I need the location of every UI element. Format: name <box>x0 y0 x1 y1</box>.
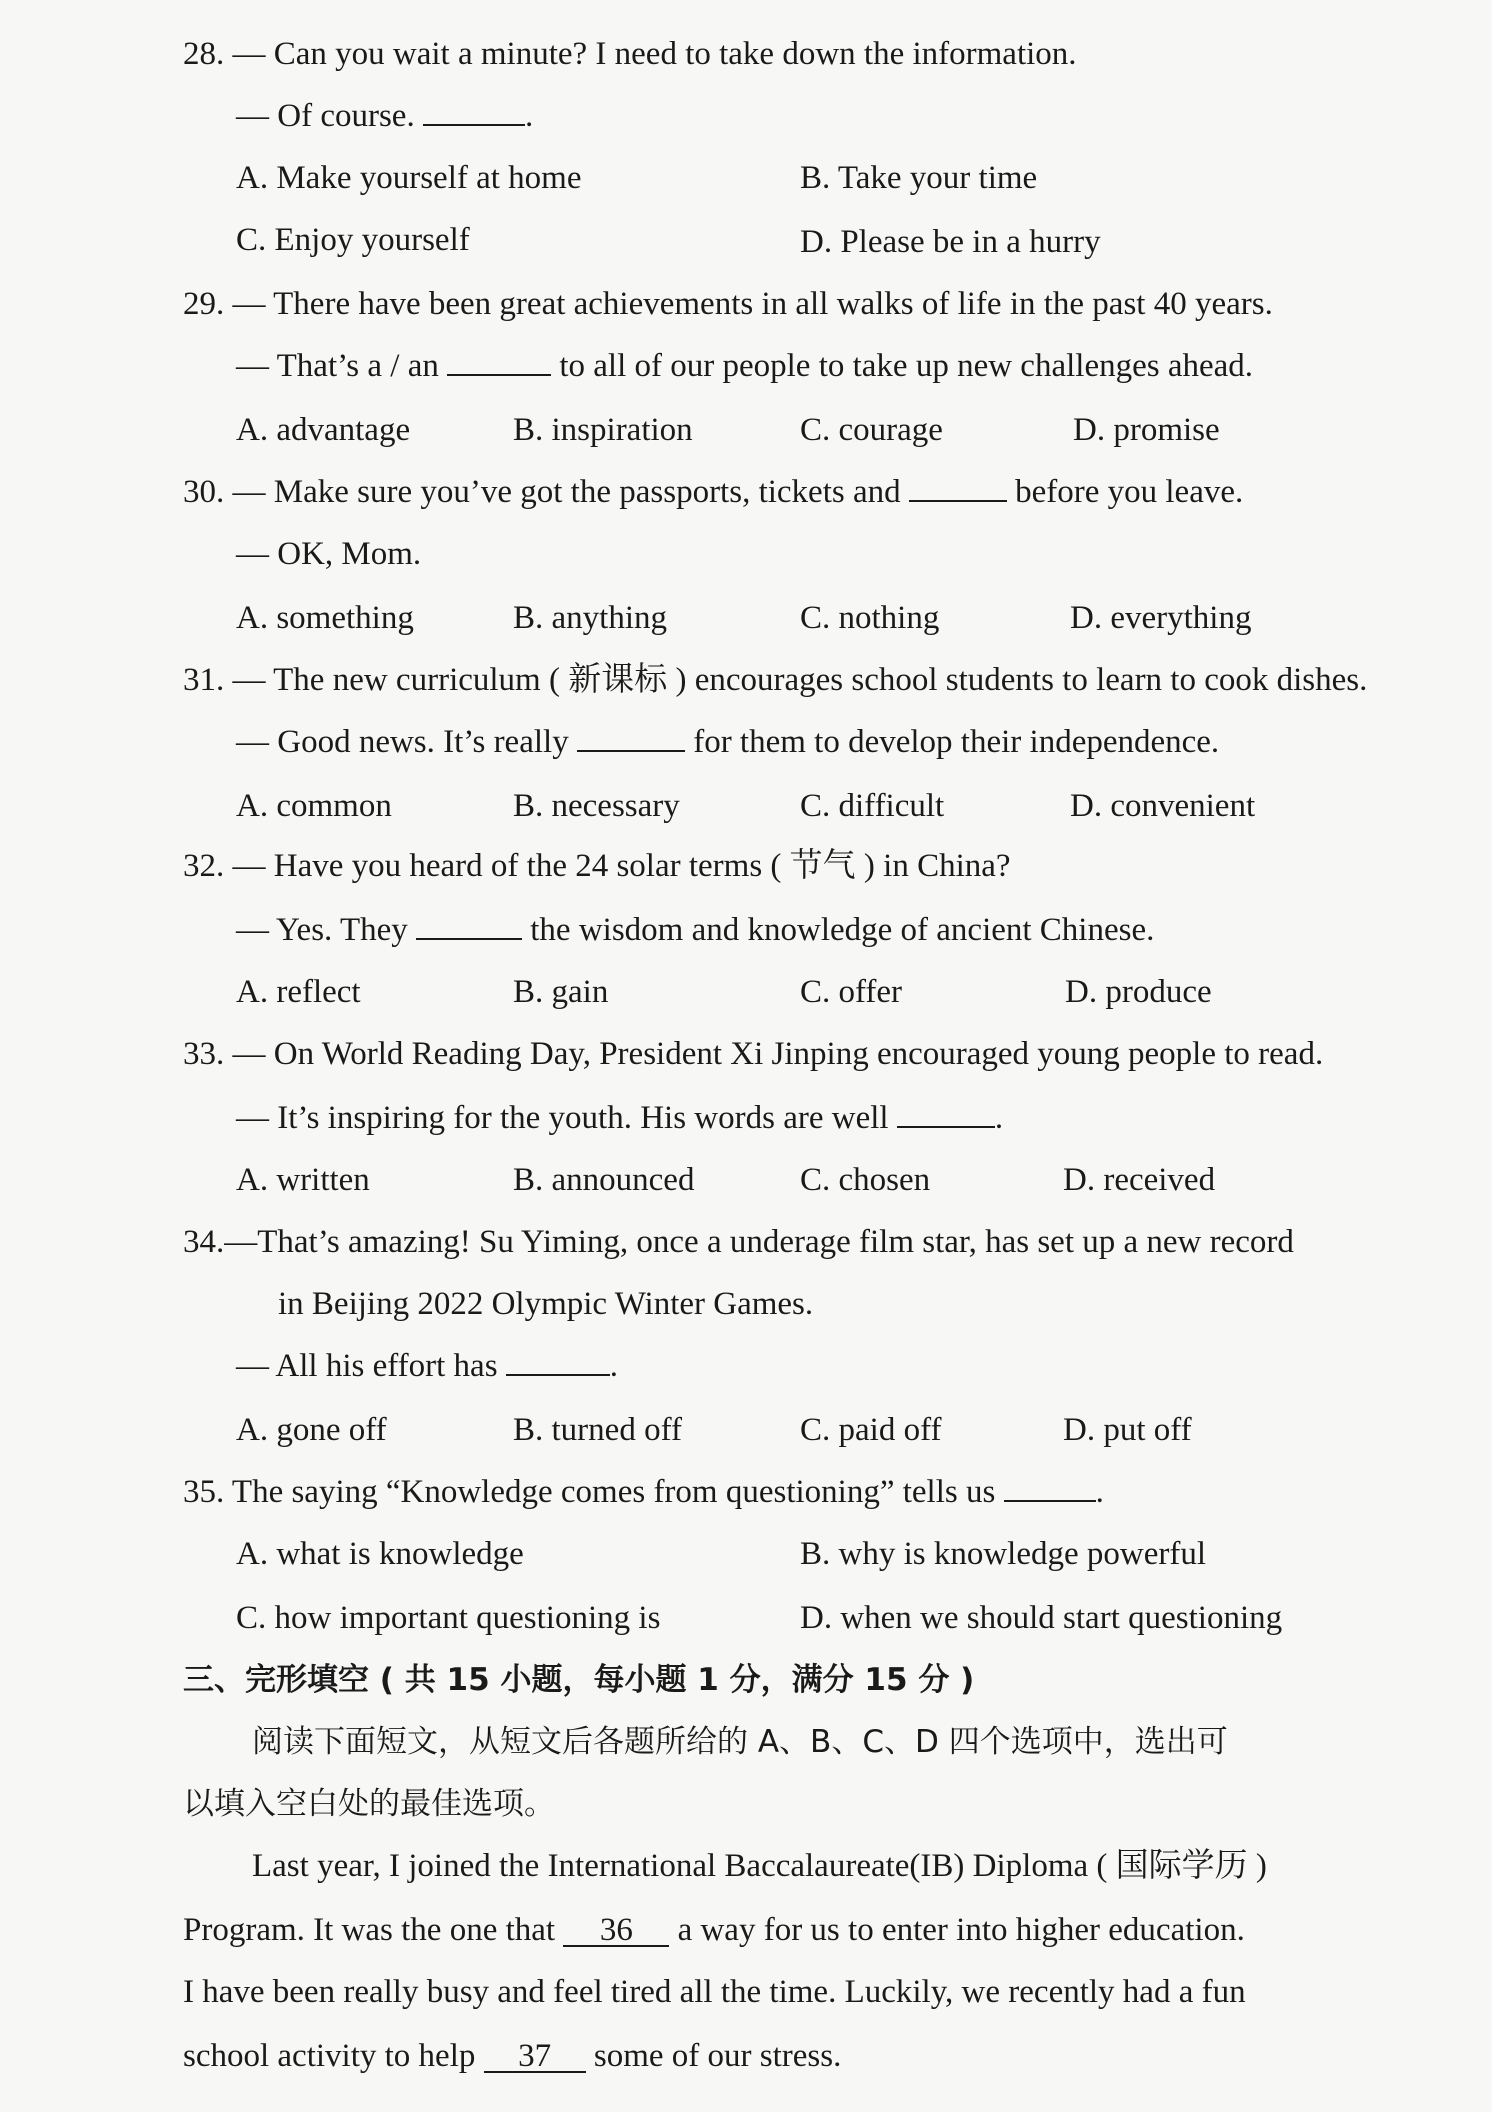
option-28-b: B. Take your time <box>800 160 1038 196</box>
question-32-prompt: 32. — Have you heard of the 24 solar terms ( 节气 ) in China? <box>183 848 1011 884</box>
option-34-b: B. turned off <box>513 1412 682 1448</box>
question-32-reply: — Yes. They the wisdom and knowledge of ancient Chinese. <box>236 912 1155 948</box>
question-35-prompt: 35. The saying “Knowledge comes from questioning” tells us . <box>183 1474 1104 1510</box>
question-33-prompt: 33. — On World Reading Day, President Xi Jinping encouraged young people to read. <box>183 1036 1324 1072</box>
answer-blank <box>897 1100 995 1128</box>
cloze-blank-37: 37 <box>484 2041 586 2073</box>
option-34-a: A. gone off <box>236 1412 387 1448</box>
answer-blank <box>416 912 522 940</box>
question-28-reply: — Of course. . <box>236 98 534 134</box>
passage-line-4: school activity to help 37 some of our stress. <box>183 2038 842 2074</box>
question-31-prompt: 31. — The new curriculum ( 新课标 ) encourages school students to learn to cook dishes. <box>183 662 1368 698</box>
option-33-d: D. received <box>1063 1162 1216 1198</box>
passage-line-3: I have been really busy and feel tired all the time. Luckily, we recently had a fun <box>183 1974 1246 2010</box>
answer-blank <box>577 724 685 752</box>
answer-blank <box>1004 1474 1096 1502</box>
option-35-c: C. how important questioning is <box>236 1600 661 1636</box>
option-30-b: B. anything <box>513 600 667 636</box>
option-30-a: A. something <box>236 600 414 636</box>
option-33-c: C. chosen <box>800 1162 931 1198</box>
option-28-a: A. Make yourself at home <box>236 160 582 196</box>
option-29-a: A. advantage <box>236 412 411 448</box>
cloze-blank-36: 36 <box>563 1915 669 1947</box>
option-34-c: C. paid off <box>800 1412 942 1448</box>
answer-blank <box>909 474 1007 502</box>
option-35-b: B. why is knowledge powerful <box>800 1536 1207 1572</box>
option-31-d: D. convenient <box>1070 788 1256 824</box>
answer-blank <box>506 1348 610 1376</box>
question-31-reply: — Good news. It’s really for them to develop their independence. <box>236 724 1220 760</box>
option-29-d: D. promise <box>1073 412 1220 448</box>
question-29-prompt: 29. — There have been great achievements in all walks of life in the past 40 years. <box>183 286 1273 322</box>
answer-blank <box>447 348 551 376</box>
option-30-c: C. nothing <box>800 600 940 636</box>
question-30-reply: — OK, Mom. <box>236 536 422 572</box>
option-28-c: C. Enjoy yourself <box>236 222 470 258</box>
passage-line-1: Last year, I joined the International Baccalaureate(IB) Diploma ( 国际学历 ) <box>252 1848 1267 1884</box>
option-34-d: D. put off <box>1063 1412 1192 1448</box>
option-32-a: A. reflect <box>236 974 361 1010</box>
option-33-a: A. written <box>236 1162 370 1198</box>
question-30-prompt: 30. — Make sure you’ve got the passports, tickets and before you leave. <box>183 474 1244 510</box>
question-28-prompt: 28. — Can you wait a minute? I need to take down the information. <box>183 36 1077 72</box>
section-heading: 三、完形填空 ( 共 15 小题，每小题 1 分，满分 15 分 ) <box>183 1662 975 1698</box>
question-33-reply: — It’s inspiring for the youth. His words are well . <box>236 1100 1004 1136</box>
passage-line-2: Program. It was the one that 36 a way for us to enter into higher education. <box>183 1912 1245 1948</box>
question-34-reply: — All his effort has . <box>236 1348 619 1384</box>
option-29-b: B. inspiration <box>513 412 693 448</box>
option-35-a: A. what is knowledge <box>236 1536 524 1572</box>
option-31-b: B. necessary <box>513 788 680 824</box>
option-30-d: D. everything <box>1070 600 1252 636</box>
option-32-b: B. gain <box>513 974 609 1010</box>
question-34-prompt: 34.—That’s amazing! Su Yiming, once a underage film star, has set up a new record <box>183 1224 1294 1260</box>
option-33-b: B. announced <box>513 1162 695 1198</box>
option-31-a: A. common <box>236 788 392 824</box>
option-32-c: C. offer <box>800 974 903 1010</box>
option-28-d: D. Please be in a hurry <box>800 224 1101 260</box>
answer-blank <box>423 98 525 126</box>
option-32-d: D. produce <box>1065 974 1212 1010</box>
option-29-c: C. courage <box>800 412 943 448</box>
section-instructions: 阅读下面短文，从短文后各题所给的 A、B、C、D 四个选项中，选出可 <box>252 1724 1228 1760</box>
question-29-reply: — That’s a / an to all of our people to take up new challenges ahead. <box>236 348 1254 384</box>
option-31-c: C. difficult <box>800 788 945 824</box>
section-instructions-cont: 以填入空白处的最佳选项。 <box>183 1786 555 1822</box>
question-34-prompt-cont: in Beijing 2022 Olympic Winter Games. <box>278 1286 814 1322</box>
option-35-d: D. when we should start questioning <box>800 1600 1283 1636</box>
